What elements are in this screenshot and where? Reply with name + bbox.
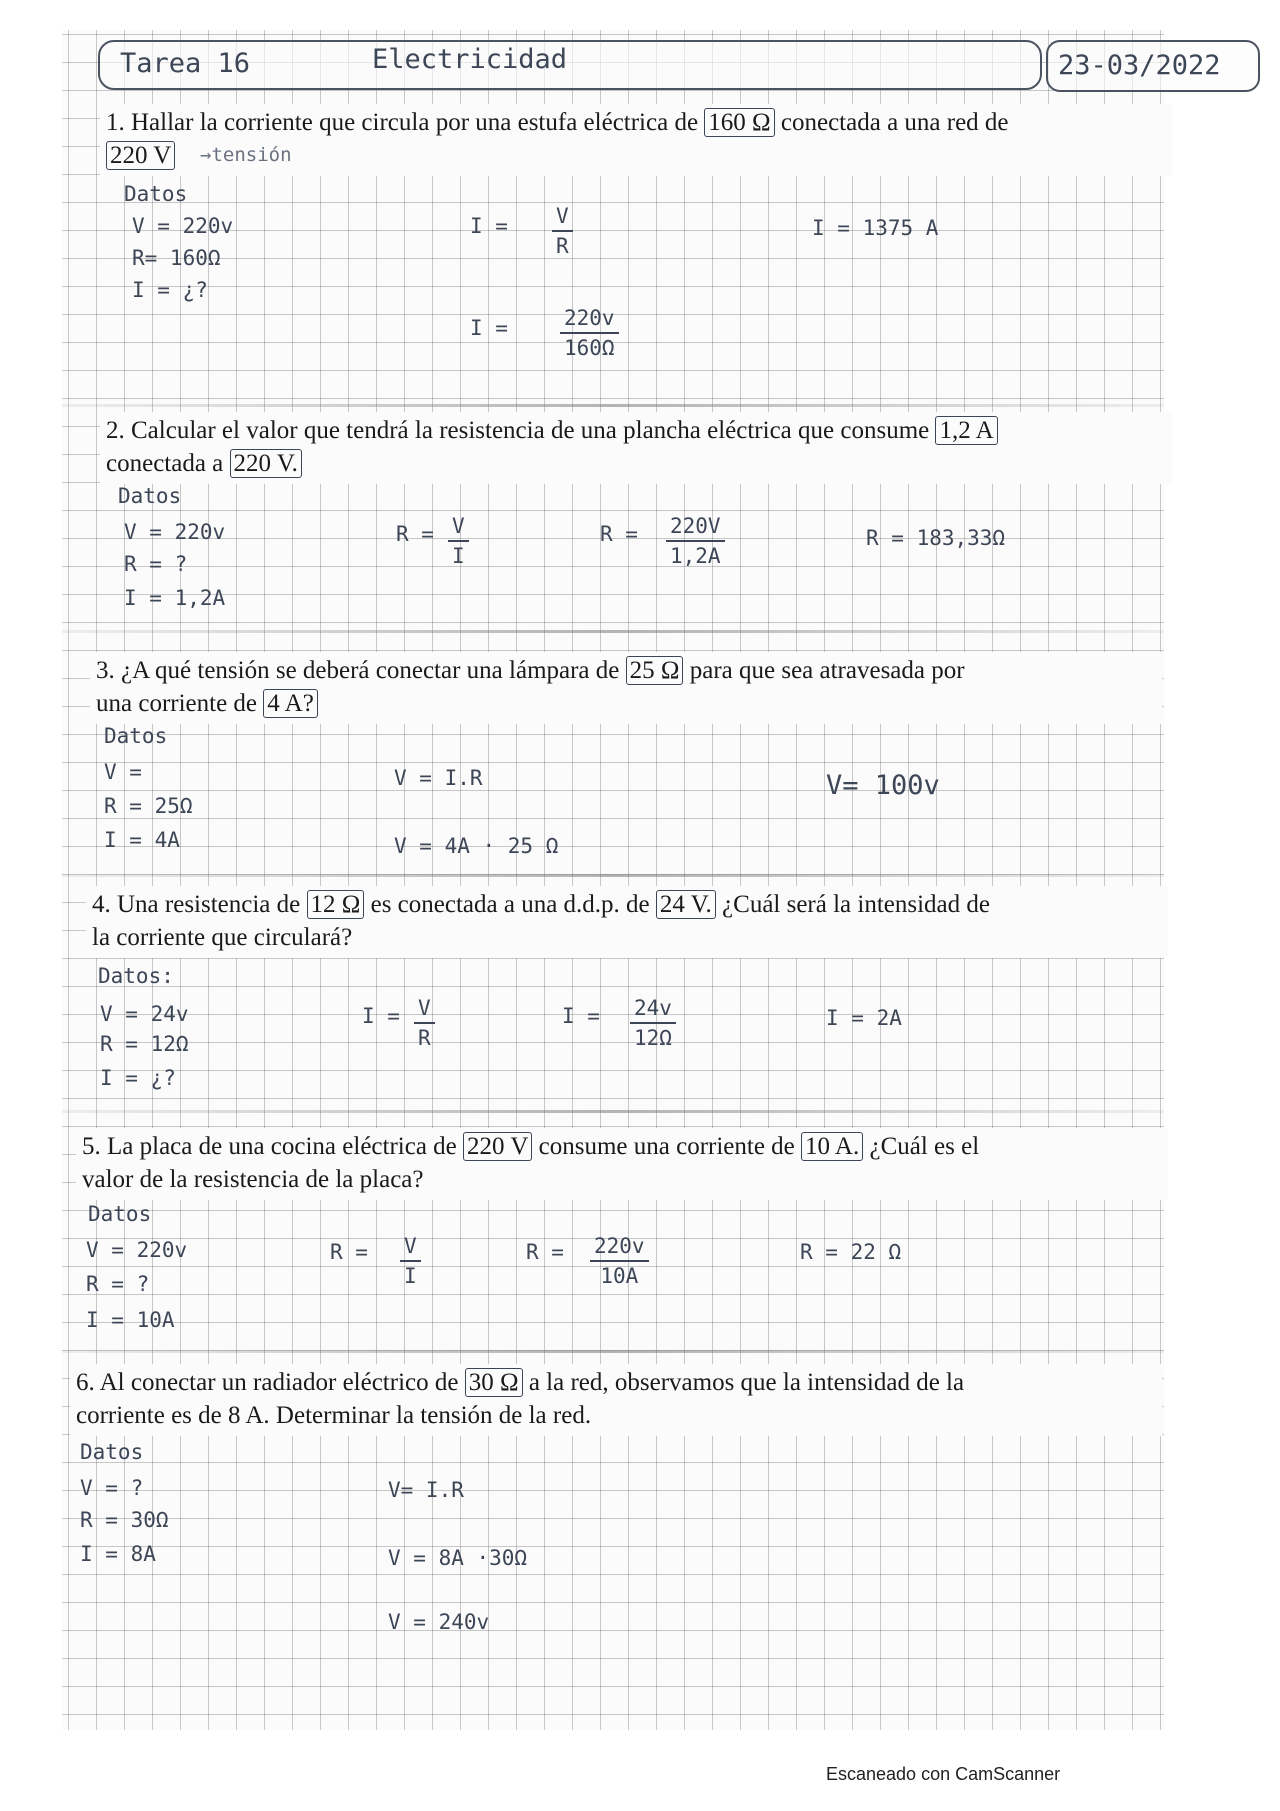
problem-1-value-resistance: 160 Ω bbox=[704, 108, 774, 137]
problem-6-formula: V= I.R bbox=[388, 1478, 464, 1502]
problem-5-substitution-lhs: R = bbox=[526, 1240, 564, 1264]
problem-5-substitution-fraction: $\frac{220v}{10A}$ bbox=[590, 1234, 649, 1288]
problem-5-datum-i: I = 10A bbox=[86, 1308, 175, 1332]
separator bbox=[62, 874, 1164, 877]
subject-label: Electricidad bbox=[372, 44, 568, 75]
problem-4-substitution-lhs: I = bbox=[562, 1004, 600, 1028]
camscanner-watermark: Escaneado con CamScanner bbox=[826, 1764, 1061, 1784]
problem-6-value-resistance: 30 Ω bbox=[465, 1368, 523, 1397]
problem-2-statement: 2. Calcular el valor que tendrá la resistencia de una plancha eléctrica que consume 1,2 A conectada a 220 V. bbox=[100, 412, 1172, 484]
separator bbox=[62, 630, 1164, 633]
problem-5-formula-fraction: $\frac{V}{I}$ bbox=[400, 1234, 421, 1288]
problem-3-datum-r: R = 25Ω bbox=[104, 794, 193, 818]
graph-paper-sheet bbox=[62, 30, 1164, 1730]
problem-4-datum-i: I = ¿? bbox=[100, 1066, 176, 1090]
problem-1-result: I = 1375 A bbox=[812, 216, 939, 240]
problem-1-substitution-fraction: $\frac{220v}{160\Omega}$ bbox=[560, 306, 619, 360]
separator bbox=[62, 1350, 1164, 1353]
problem-2-datum-v: V = 220v bbox=[124, 520, 226, 544]
problem-4-value-resistance: 12 Ω bbox=[307, 890, 365, 919]
problem-4-formula-fraction: $\frac{V}{R}$ bbox=[414, 996, 435, 1050]
problem-3-substitution: V = 4A · 25 Ω bbox=[394, 834, 559, 858]
problem-6-result: V = 240v bbox=[388, 1610, 490, 1634]
problem-1-datum-v: V = 220v bbox=[132, 214, 234, 238]
separator bbox=[62, 1110, 1164, 1113]
problem-5-formula-lhs: R = bbox=[330, 1240, 368, 1264]
problem-1-formula-lhs: I = bbox=[470, 214, 508, 238]
problem-6-substitution: V = 8A ·30Ω bbox=[388, 1546, 528, 1570]
problem-2-substitution-fraction: $\frac{220V}{1,2A}$ bbox=[666, 514, 725, 568]
problem-2-value-voltage: 220 V. bbox=[230, 449, 302, 478]
problem-5-statement: 5. La placa de una cocina eléctrica de 220 V consume una corriente de 10 A. ¿Cuál es el valor de la resistencia de la placa? bbox=[76, 1128, 1168, 1200]
problem-4-datum-r: R = 12Ω bbox=[100, 1032, 189, 1056]
separator bbox=[62, 404, 1164, 407]
problem-2-formula-lhs: R = bbox=[396, 522, 434, 546]
problem-3-result: V= 100v bbox=[826, 770, 940, 801]
problem-5-value-voltage: 220 V bbox=[463, 1132, 532, 1161]
problem-4-result: I = 2A bbox=[826, 1006, 902, 1030]
problem-6-datum-i: I = 8A bbox=[80, 1542, 156, 1566]
problem-1-datum-r: R= 160Ω bbox=[132, 246, 221, 270]
problem-6-statement: 6. Al conectar un radiador eléctrico de 30 Ω a la red, observamos que la intensidad de la corriente es de 8 A. Determinar la tensión de la red. bbox=[70, 1364, 1162, 1436]
problem-6-datos-label: Datos bbox=[80, 1440, 144, 1464]
problem-3-datos-label: Datos bbox=[104, 724, 168, 748]
problem-3-value-resistance: 25 Ω bbox=[626, 656, 684, 685]
problem-6-datum-r: R = 30Ω bbox=[80, 1508, 169, 1532]
problem-4-value-voltage: 24 V. bbox=[656, 890, 716, 919]
problem-5-result: R = 22 Ω bbox=[800, 1240, 902, 1264]
problem-2-substitution-lhs: R = bbox=[600, 522, 638, 546]
problem-4-datos-label: Datos: bbox=[98, 964, 174, 988]
problem-3-datum-v: V = bbox=[104, 760, 142, 784]
problem-2-formula-fraction: $\frac{V}{I}$ bbox=[448, 514, 469, 568]
problem-3-formula: V = I.R bbox=[394, 766, 483, 790]
problem-3-datum-i: I = 4A bbox=[104, 828, 180, 852]
problem-1-annotation: →tensión bbox=[200, 144, 292, 166]
task-label: Tarea 16 bbox=[120, 48, 251, 79]
problem-1-value-voltage: 220 V bbox=[106, 141, 175, 170]
problem-1-substitution-lhs: I = bbox=[470, 316, 508, 340]
problem-4-substitution-fraction: $\frac{24v}{12\Omega}$ bbox=[630, 996, 676, 1050]
problem-4-statement: 4. Una resistencia de 12 Ω es conectada a una d.d.p. de 24 V. ¿Cuál será la intensidad de la corriente que circulará? bbox=[86, 886, 1168, 958]
problem-4-datum-v: V = 24v bbox=[100, 1002, 189, 1026]
problem-2-value-current: 1,2 A bbox=[935, 416, 997, 445]
problem-3-statement: 3. ¿A qué tensión se deberá conectar una lámpara de 25 Ω para que sea atravesada por una corriente de 4 A? bbox=[90, 652, 1162, 724]
problem-1-datum-i: I = ¿? bbox=[132, 278, 208, 302]
problem-1-statement: 1. Hallar la corriente que circula por una estufa eléctrica de 160 Ω conectada a una red de 220 V bbox=[100, 104, 1172, 176]
problem-5-datum-r: R = ? bbox=[86, 1272, 150, 1296]
problem-2-datum-i: I = 1,2A bbox=[124, 586, 226, 610]
problem-5-datos-label: Datos bbox=[88, 1202, 152, 1226]
problem-2-datum-r: R = ? bbox=[124, 552, 188, 576]
problem-5-value-current: 10 A. bbox=[801, 1132, 863, 1161]
problem-5-datum-v: V = 220v bbox=[86, 1238, 188, 1262]
problem-3-value-current: 4 A? bbox=[263, 689, 318, 718]
problem-2-datos-label: Datos bbox=[118, 484, 182, 508]
problem-2-result: R = 183,33Ω bbox=[866, 526, 1006, 550]
problem-4-formula-lhs: I = bbox=[362, 1004, 400, 1028]
problem-1-formula-fraction: $\frac{V}{R}$ bbox=[552, 204, 573, 258]
problem-6-datum-v: V = ? bbox=[80, 1476, 144, 1500]
problem-1-datos-label: Datos bbox=[124, 182, 188, 206]
date-label: 23-03/2022 bbox=[1058, 50, 1221, 81]
